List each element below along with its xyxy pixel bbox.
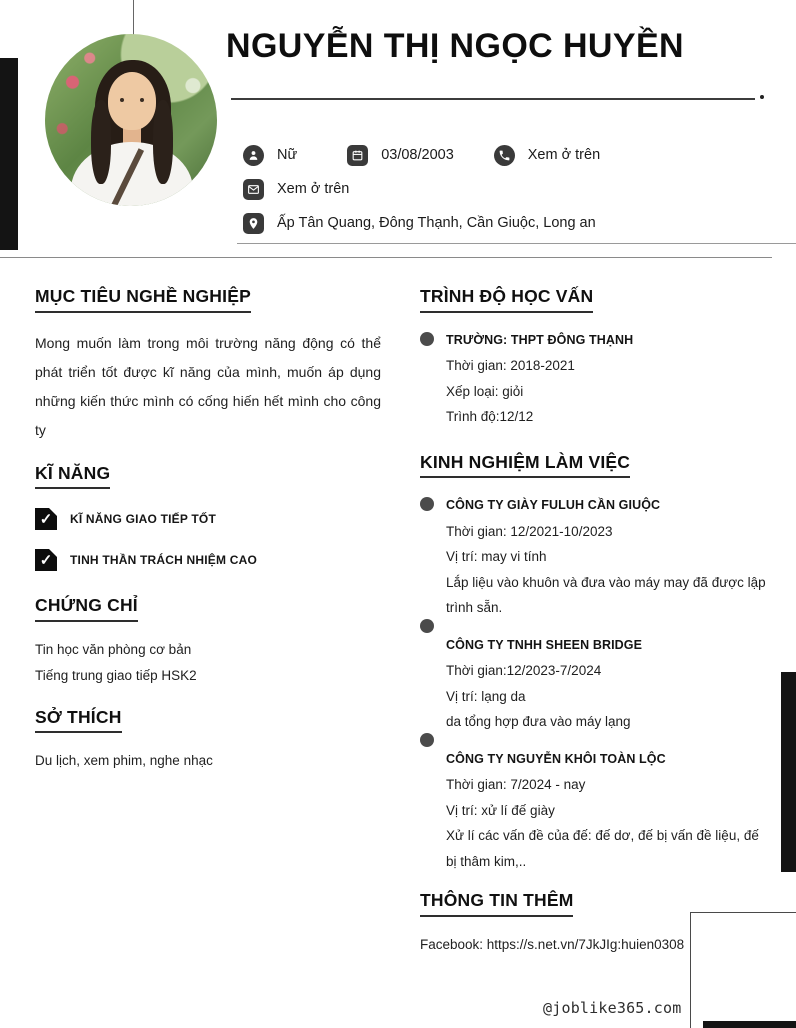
- section-skills: [35, 462, 381, 490]
- section-education: [420, 288, 766, 313]
- contact-block: [243, 144, 796, 246]
- section-title-objective: MỤC TIÊU NGHỀ NGHIỆP: [35, 288, 251, 313]
- section-hobbies: [35, 706, 381, 734]
- bullet-icon: [420, 733, 434, 747]
- experience-company: CÔNG TY NGUYỄN KHÔI TOÀN LỘC: [446, 751, 666, 766]
- experience-entry: [420, 747, 766, 875]
- page-title-name: NGUYỄN THỊ NGỌC HUYỀN: [226, 27, 684, 65]
- name-dot: [760, 95, 764, 99]
- contact-row-3: [243, 212, 796, 234]
- experience-entry: [420, 493, 766, 621]
- contact-address: [243, 213, 596, 234]
- contact-row-1: [243, 144, 796, 166]
- experience-line: Lắp liệu vào khuôn và đưa vào máy may đã được lập trình sẵn.: [446, 574, 766, 615]
- section-additional-info: [420, 892, 766, 917]
- contact-gender: [243, 145, 297, 166]
- phone-icon: [494, 145, 515, 166]
- section-title-experience: KINH NGHIỆM LÀM VIỆC: [420, 454, 630, 479]
- bullet-icon: [420, 497, 434, 511]
- photo-face: [108, 72, 156, 130]
- section-title-certificates: CHỨNG CHỈ: [35, 597, 138, 622]
- skill-item: [35, 549, 381, 571]
- experience-line: Vị trí: may vi tính: [446, 549, 547, 564]
- contact-row-2: [243, 178, 796, 200]
- education-school: TRƯỜNG: THPT ĐÔNG THẠNH: [446, 332, 634, 347]
- education-line: Trình độ:12/12: [446, 409, 534, 424]
- section-title-skills: KĨ NĂNG: [35, 465, 110, 490]
- photo-hair-right: [153, 100, 173, 184]
- experience-entry: [420, 633, 766, 735]
- left-column: [35, 288, 381, 774]
- header-divider: [0, 257, 772, 258]
- facebook-link: Facebook: https://s.net.vn/7JkJIg:huien0308: [420, 936, 685, 952]
- experience-line: Vị trí: xử lí đế giày: [446, 802, 555, 818]
- experience-line: Thời gian: 12/2021-10/2023: [446, 523, 613, 539]
- section-certificates: [35, 597, 381, 622]
- education-line: Thời gian: 2018-2021: [446, 358, 575, 373]
- contact-address-value: Ấp Tân Quang, Đông Thạnh, Cần Giuộc, Long an: [277, 215, 596, 231]
- contact-phone: [494, 145, 600, 166]
- experience-line: Xử lí các vấn đề của đế: đế dơ, đế bị vấn đề liệu, đế bị thâm kim,..: [446, 828, 759, 869]
- checkbox-checked-icon: ✓: [35, 549, 57, 571]
- skill-item-label: TINH THẦN TRÁCH NHIỆM CAO: [70, 553, 257, 567]
- bullet-icon: [420, 619, 434, 633]
- contact-birthday-value: 03/08/2003: [381, 147, 454, 163]
- section-title-hobbies: SỞ THÍCH: [35, 709, 122, 734]
- skill-item-label: KĨ NĂNG GIAO TIẾP TỐT: [70, 512, 216, 526]
- bullet-icon: [420, 332, 434, 346]
- decor-bottom-black-bar: [703, 1021, 796, 1028]
- experience-company: CÔNG TY TNHH SHEEN BRIDGE: [446, 637, 643, 652]
- experience-line: Thời gian: 7/2024 - nay: [446, 777, 586, 792]
- education-line: Xếp loại: giỏi: [446, 383, 524, 399]
- name-underline: [231, 98, 755, 100]
- hobbies-body: Du lịch, xem phim, nghe nhạc: [35, 753, 213, 768]
- decor-right-black-bar: [781, 672, 796, 872]
- contact-birthday: [347, 145, 454, 166]
- contact-underline: [237, 243, 796, 244]
- checkbox-checked-icon: ✓: [35, 508, 57, 530]
- photo-hair-left: [91, 100, 111, 184]
- right-column: [420, 288, 766, 958]
- skill-item: [35, 508, 381, 530]
- experience-company: CÔNG TY GIÀY FULUH CẦN GIUỘC: [446, 498, 661, 512]
- location-icon: [243, 213, 264, 234]
- certificate-item: Tiếng trung giao tiếp HSK2: [35, 667, 197, 683]
- experience-line: da tổng hợp đưa vào máy lạng: [446, 714, 631, 729]
- certificate-item: Tin học văn phòng cơ bản: [35, 641, 192, 657]
- decor-top-vertical-line: [133, 0, 134, 38]
- experience-line: Vị trí: lạng da: [446, 688, 526, 704]
- section-title-education: TRÌNH ĐỘ HỌC VẤN: [420, 288, 593, 313]
- decor-left-black-bar: [0, 58, 18, 250]
- calendar-icon: [347, 145, 368, 166]
- contact-phone-value: Xem ở trên: [527, 147, 601, 163]
- watermark-brand: @joblike365.com: [543, 999, 682, 1017]
- contact-email-value: Xem ở trên: [277, 181, 350, 197]
- section-experience: [420, 451, 766, 479]
- section-title-additional-info: THÔNG TIN THÊM: [420, 892, 573, 917]
- experience-line: Thời gian:12/2023-7/2024: [446, 663, 602, 678]
- education-entry: [420, 328, 766, 430]
- gender-icon: [243, 145, 264, 166]
- section-objective: [35, 288, 381, 313]
- email-icon: [243, 179, 264, 200]
- contact-email: [243, 179, 349, 200]
- profile-photo: [45, 34, 217, 206]
- objective-body: Mong muốn làm trong môi trường năng động có thể phát triển tốt được kĩ năng của mình, muốn áp dụng những kiến thức mình có cống hiến hết mình cho công ty: [35, 334, 381, 438]
- contact-gender-value: Nữ: [277, 147, 298, 163]
